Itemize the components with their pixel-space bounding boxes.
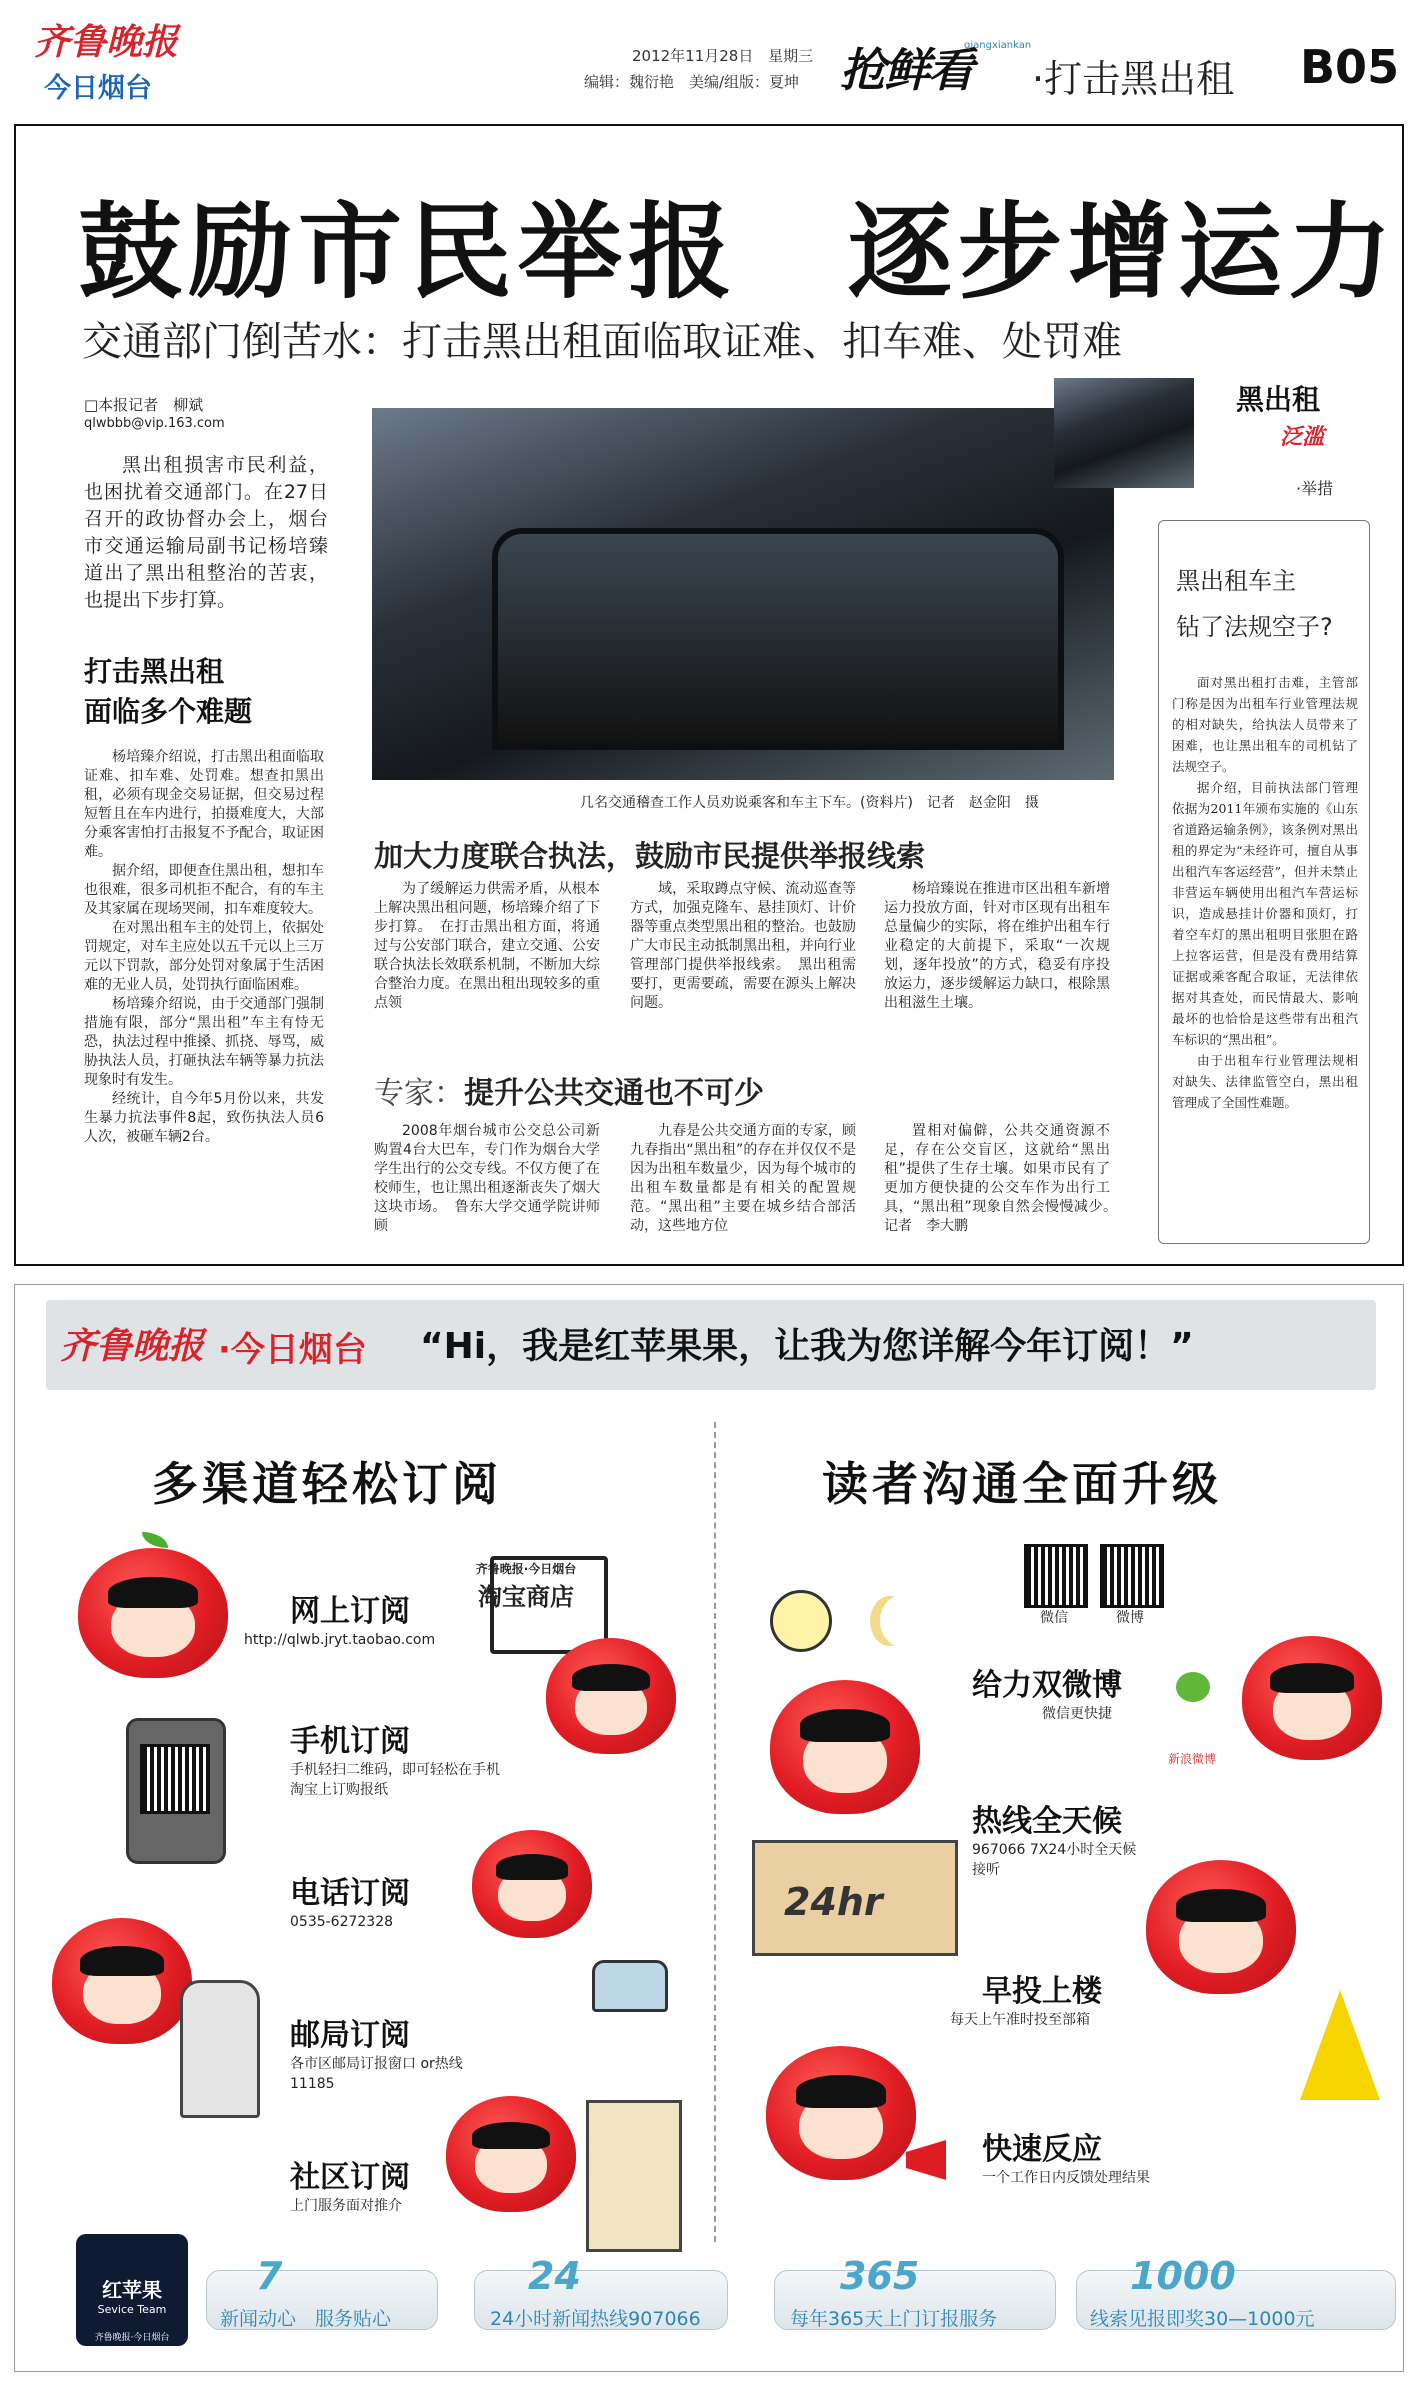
- channel-sub: 手机轻扫二维码，即可轻松在手机淘宝上订购报纸: [290, 1762, 500, 1798]
- door-icon: [586, 2100, 682, 2252]
- qr-weibo: [1100, 1544, 1160, 1628]
- email: qlwbbb@vip.163.com: [84, 416, 225, 431]
- channel-sub: http://qlwb.jryt.taobao.com: [244, 1632, 436, 1648]
- sidebar-title-line1: 黑出租车主: [1176, 567, 1296, 595]
- apple-mascot-icon: [1242, 1636, 1382, 1760]
- section1-body: [84, 748, 324, 1147]
- section1-paragraph: 据介绍，即便查住黑出租，想扣车也很难，很多司机拒不配合，有的车主及其家属在现场哭闹，扣车难度较大。: [84, 863, 324, 917]
- lead-text: 黑出租损害市民利益，也困扰着交通部门。在27日召开的政协督办会上，烟台市交通运输局副书记杨培臻道出了黑出租整治的苦衷，也提出下步打算。: [84, 454, 328, 611]
- moon-icon: [880, 1596, 920, 1646]
- news-photo: [372, 408, 1114, 780]
- section2-text: 杨培臻说在推进市区出租车新增运力投放方面，针对市区现有出租车总量偏少的实际，将在维护出租车行业稳定的大前提下，采取“一次规划，逐年投放”的方式，稳妥有序投放运力，逐步缓解运力缺口，根除黑出租滋生土壤。: [884, 881, 1110, 1011]
- apple-mascot-icon: [446, 2096, 576, 2212]
- apple-mascot-icon: [1146, 1860, 1296, 1994]
- feature-sub: 每天上午准时投至部箱: [950, 2012, 1090, 2028]
- channel-sub: 上门服务面对推介: [290, 2198, 402, 2214]
- qr-label: 微博: [1116, 1610, 1144, 1626]
- section3-text: 2008年烟台城市公交总公司新购置4台大巴车，专门作为烟台大学学生出行的公交专线。不仅方便了在校师生，也让黑出租逐渐丧失了烟大这块市场。 鲁东大学交通学院讲师顾: [374, 1123, 600, 1234]
- section1-title-line1: 打击黑出租: [84, 655, 225, 688]
- footer-num: 1000: [1130, 2254, 1236, 2298]
- footer-text: 线索见报即奖30—1000元: [1090, 2308, 1315, 2330]
- footer-text: 新闻动心 服务贴心: [220, 2308, 392, 2330]
- section3-text: 置相对偏僻，公共交通资源不足，存在公交盲区，这就给“黑出租”提供了生存土壤。如果市民有了更加方便快捷的公交车作为出行工具，“黑出租”现象自然会慢慢减少。 记者 李大鹏: [884, 1123, 1124, 1234]
- badge-photo: [1054, 378, 1194, 488]
- section2-col2: [630, 880, 856, 1013]
- channel-title: 电话订阅: [290, 1876, 410, 1911]
- ad-slogan: “Hi，我是红苹果果，让我为您详解今年订阅！”: [420, 1326, 1194, 1367]
- deck: 交通部门倒苦水：打击黑出租面临取证难、扣车难、处罚难: [82, 319, 1122, 365]
- feature-title: 快速反应: [982, 2132, 1102, 2167]
- right-title: 读者沟通全面升级: [822, 1457, 1222, 1511]
- lightning-icon: [1300, 1990, 1380, 2100]
- qr-code-icon: [140, 1744, 210, 1814]
- feature-delivery: [950, 1966, 1102, 2030]
- section3-col3: [884, 1122, 1124, 1236]
- channel-post: [290, 2010, 470, 2094]
- edition-label: 今日烟台: [44, 73, 152, 104]
- section2-title: 加大力度联合执法，鼓励市民提供举报线索: [374, 839, 926, 873]
- editors-line: 编辑：魏衍艳 美编/组版：夏坤: [584, 73, 800, 91]
- date: 2012年11月28日: [632, 47, 754, 65]
- channel-phone: [290, 1868, 410, 1932]
- footer-text: 24小时新闻热线907066: [490, 2308, 701, 2330]
- channel-online: [244, 1586, 436, 1650]
- channel-title: 网上订阅: [290, 1594, 410, 1629]
- feature-hotline: [972, 1796, 1142, 1880]
- qr-label: 微信: [1040, 1610, 1068, 1626]
- qr-code-icon: [1024, 1544, 1088, 1608]
- sign-24hr: 24hr: [784, 1880, 883, 1924]
- section1-paragraph: 杨培臻介绍说，由于交通部门强制措施有限，部分“黑出租”车主有恃无恐，执法过程中推搡、抓挠、辱骂，威胁执法人员，打砸执法车辆等暴力抗法现象时有发生。: [84, 996, 324, 1088]
- shop-sign: [456, 1560, 596, 1612]
- car-window: [492, 528, 1064, 750]
- feature-title: 给力双微博: [972, 1668, 1122, 1703]
- channel-title: 邮局订阅: [290, 2018, 410, 2053]
- shop-line2: 淘宝商店: [478, 1583, 574, 1611]
- feature-sub: 一个工作日内反馈处理结果: [982, 2170, 1150, 2186]
- brand-badge-title: 红苹果: [102, 2278, 162, 2302]
- apple-mascot-icon: [78, 1548, 228, 1678]
- section2-col1: [374, 880, 600, 1013]
- headline: 鼓励市民举报 逐步增运力: [78, 191, 1399, 313]
- column-logo: 抢鲜看: [840, 43, 972, 97]
- section3-title: [374, 1068, 764, 1112]
- apple-mascot-icon: [52, 1918, 192, 2044]
- sidebar-paragraph: 面对黑出租打击难，主管部门称是因为出租车行业管理法规的相对缺失，给执法人员带来了困难，也让黑出租车的司机钻了法规空子。: [1172, 675, 1358, 774]
- feature-sub: 967066 7X24小时全天候接听: [972, 1842, 1137, 1878]
- ad-divider: [714, 1422, 716, 2242]
- column-pinyin: qiangxiankan: [964, 40, 1032, 51]
- ad-logo-edition: ·今日烟台: [218, 1330, 367, 1370]
- section1-title-line2: 面临多个难题: [84, 695, 253, 728]
- ad-logo: 齐鲁晚报: [60, 1325, 205, 1367]
- channel-community: [290, 2152, 410, 2216]
- feature-title: 热线全天候: [972, 1804, 1122, 1839]
- shop-line1: 齐鲁晚报·今日烟台: [475, 1562, 577, 1576]
- paper-logo: 齐鲁晚报: [34, 21, 179, 63]
- sidebar-body: [1172, 672, 1358, 1113]
- qr-wechat: [1024, 1544, 1084, 1628]
- sidebar-title-line2: 钻了法规空子?: [1176, 613, 1333, 641]
- channel-title: 社区订阅: [290, 2160, 410, 2195]
- badge-tag: ·举措: [1296, 479, 1334, 498]
- apple-mascot-icon: [546, 1638, 676, 1754]
- feature-weibo: [972, 1660, 1122, 1724]
- feature-sub: 微信更快捷: [1042, 1706, 1112, 1722]
- channel-sub: 各市区邮局订报窗口 or热线11185: [290, 2056, 463, 2092]
- section2-text: 为了缓解运力供需矛盾，从根本上解决黑出租问题，杨培臻介绍了下步打算。 在打击黑出租方面，将通过与公安部门联合，建立交通、公安联合执法长效联系机制，不断加大综合整治力度。在黑出租出现较多的重点领: [374, 881, 600, 1011]
- byline: □本报记者 柳斌: [84, 396, 204, 414]
- telephone-icon: [592, 1960, 668, 2012]
- footer-num: 7: [256, 2254, 283, 2298]
- brand-badge-sub: Sevice Team: [97, 2303, 167, 2316]
- apple-mascot-icon: [472, 1830, 592, 1938]
- weekday: 星期三: [768, 47, 814, 65]
- photo-caption: 几名交通稽查工作人员劝说乘客和车主下车。(资料片) 记者 赵金阳 摄: [580, 795, 1039, 811]
- issue-date: [632, 46, 813, 66]
- brand-badge: [76, 2234, 188, 2346]
- channel-title: 手机订阅: [290, 1724, 410, 1759]
- sidebar-paragraph: 据介绍，目前执法部门管理依据为2011年颁布实施的《山东省道路运输条例》，该条例对黑出租的界定为“未经许可，擅自从事出租汽车客运经营”，但并未禁止非营运车辆使用出租汽车营运标识，造成悬挂计价器和顶灯，打着空车灯的黑出租明目张胆在路上拉客运营，但是没有费用结算证据或乘客配合取证，无法律依据对其查处，而民情最大、影响最坏的也恰恰是这些带有出租汽车标识的“黑出租”。: [1172, 780, 1358, 1047]
- section3-prefix: 专家：: [374, 1076, 464, 1111]
- footer-num: 365: [840, 2254, 920, 2298]
- lead-paragraph: [84, 452, 328, 614]
- channel-sub: 0535-6272328: [290, 1914, 394, 1930]
- apple-mascot-icon: [766, 2046, 916, 2180]
- sidebar-paragraph: 由于出租车行业管理法规相对缺失、法律监管空白，黑出租管理成了全国性难题。: [1172, 1053, 1358, 1110]
- feature-title: 早投上楼: [982, 1974, 1102, 2009]
- apple-mascot-icon: [770, 1680, 920, 1814]
- page-number: B05: [1300, 40, 1400, 94]
- qr-code-icon: [1100, 1544, 1164, 1608]
- sun-icon: [770, 1590, 832, 1652]
- section3-text: 九春是公共交通方面的专家，顾九春指出“黑出租”的存在并仅仅不是因为出租车数量少，因为每个城市的出租车数量都是有相关的配置规范。“黑出租”主要在城乡结合部活动，这些地方位: [630, 1123, 856, 1234]
- sidebar-title: [1176, 558, 1333, 650]
- section2-col3: [884, 880, 1110, 1013]
- section3-heading: 提升公共交通也不可少: [464, 1076, 764, 1111]
- column-topic: ·打击黑出租: [1032, 57, 1235, 101]
- section1-paragraph: 在对黑出租车主的处罚上，依据处罚规定，对车主应处以五千元以上三万元以下罚款，部分处罚对象属于生活困难的无业人员，处罚执行面临困难。: [84, 920, 324, 993]
- footer-text: 每年365天上门订报服务: [790, 2308, 998, 2330]
- postbox-icon: [180, 1980, 260, 2118]
- channel-mobile: [290, 1716, 500, 1800]
- brand-badge-paper: 齐鲁晚报·今日烟台: [94, 2333, 170, 2343]
- weibo-label: 新浪微博: [1168, 1752, 1217, 1766]
- section3-col1: [374, 1122, 600, 1236]
- section1-title: [84, 652, 252, 732]
- badge-sub: 泛滥: [1280, 425, 1325, 450]
- badge-title: 黑出租: [1236, 383, 1321, 416]
- section1-paragraph: 经统计，自今年5月份以来，共发生暴力抗法事件8起，致伤执法人员6人次，被砸车辆2台。: [84, 1091, 324, 1145]
- section3-col2: [630, 1122, 856, 1236]
- wechat-icon: [1176, 1672, 1210, 1702]
- section2-text: 域，采取蹲点守候、流动巡查等方式，加强克隆车、悬挂顶灯、计价器等重点类型黑出租的整治。也鼓励广大市民主动抵制黑出租，并向行业管理部门提供举报线索。 黑出租需要打，更需要疏，需要在源头上解决问题。: [630, 881, 856, 1011]
- left-title: 多渠道轻松订阅: [152, 1457, 502, 1511]
- section1-paragraph: 杨培臻介绍说，打击黑出租面临取证难、扣车难、处罚难。想查扣黑出租，必须有现金交易证据，但交易过程短暂且在车内进行，拍摄难度大，大部分乘客害怕打击报复不予配合，取证困难。: [84, 749, 324, 860]
- feature-response: [982, 2124, 1150, 2188]
- footer-num: 24: [528, 2254, 581, 2298]
- weibo-icon: [1168, 1750, 1216, 1767]
